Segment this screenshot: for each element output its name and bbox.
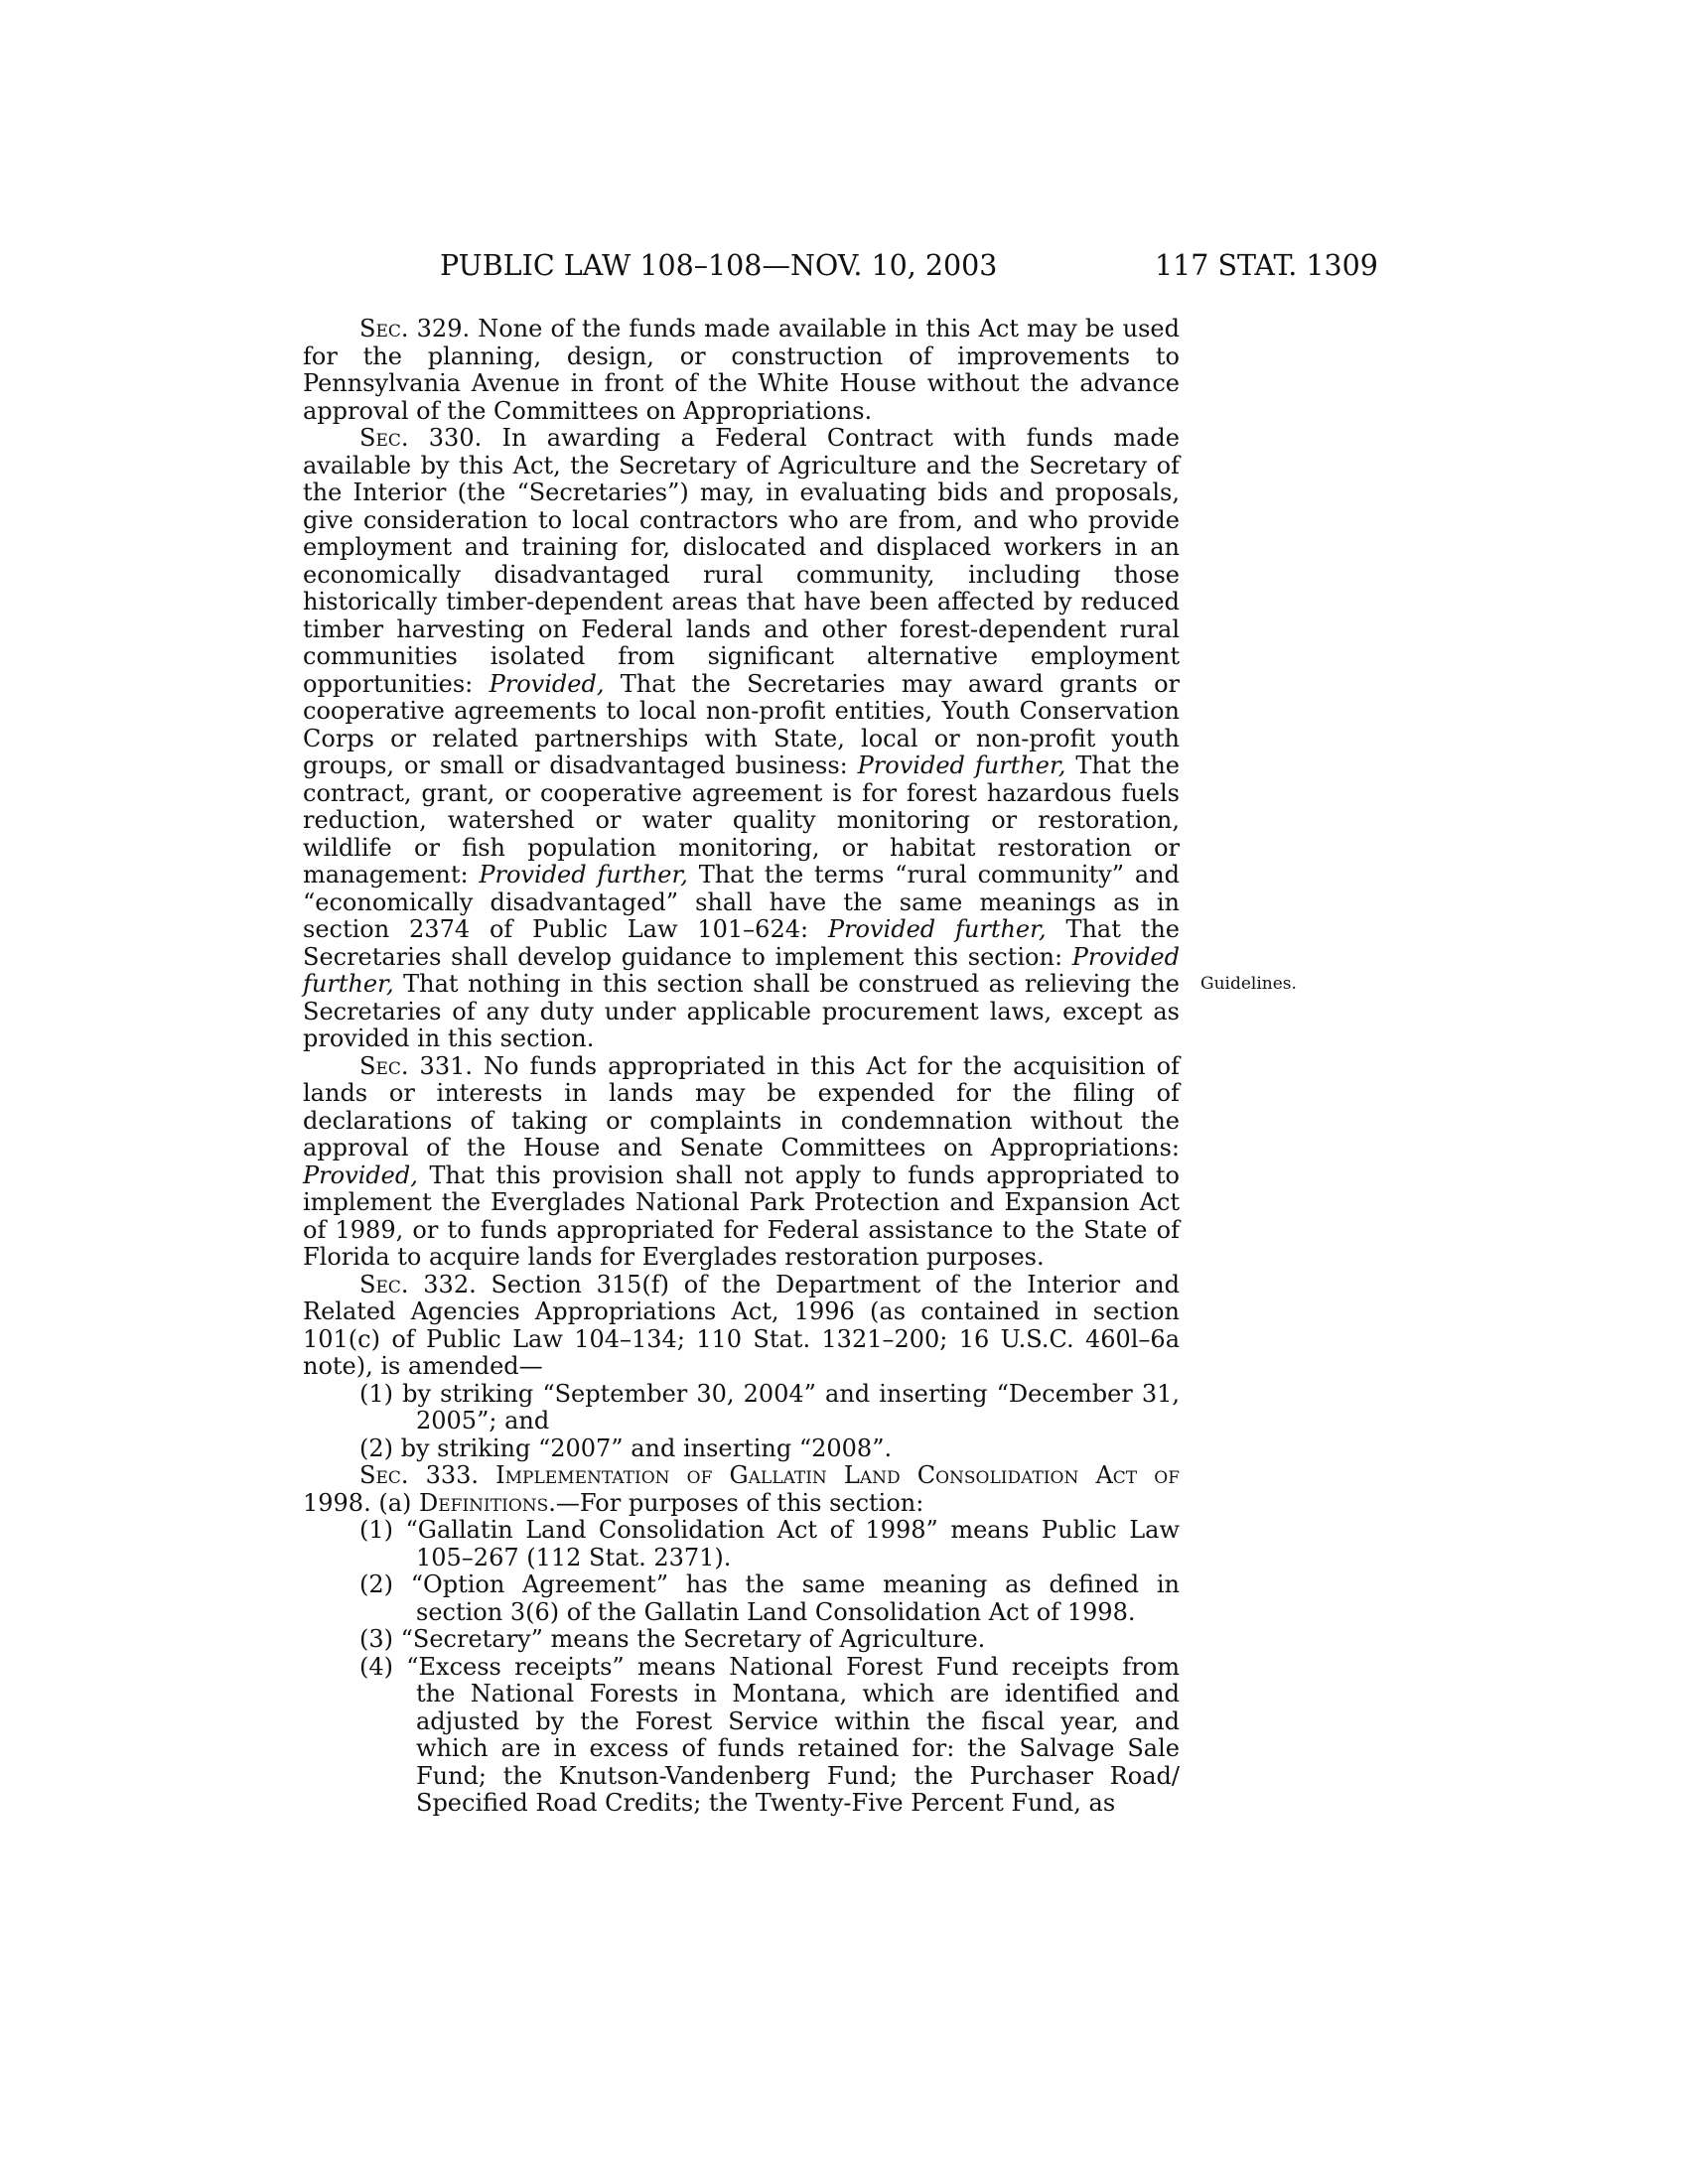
section-332: Sec. 332. Section 315(f) of the Department of the Interior and Related Agencies Appropriations Act, 1996 (as contained in section 101(c) of Public Law 104–134; 110 Stat. 1321–200; 16 U.S.C. 460l–6a note), is amended— bbox=[303, 1270, 1180, 1380]
sec-label: Sec. bbox=[359, 1051, 409, 1080]
list-item: (4) “Excess receipts” means National Forest Fund receipts from the National Forests in Montana, which are identified and adjusted by the Forest Service within the fiscal year, and which are in excess of funds retained for: the Salvage Sale Fund; the Knutson-Vandenberg Fund; the Purchaser Road/ Specified Road Credits; the Twenty-Five Percent Fund, as bbox=[359, 1652, 1180, 1817]
list-item: (2) “Option Agreement” has the same meaning as defined in section 3(6) of the Gallatin Land Consolidation Act of 1998. bbox=[359, 1570, 1180, 1626]
section-330: Sec. 330. In awarding a Federal Contract with funds made available by this Act, the Secretary of Agriculture and the Secretary of the Interior (the “Secretaries”) may, in evaluating bids and proposals, give consideration to local contractors who are from, and who provide employment and training for, dislocated and displaced workers in an economically disadvantaged rural community, including those historically timber-dependent areas that have been affected by reduced timber harvesting on Federal lands and other forest-dependent rural communities isolated from significant alternative employment opportunities: Provided, That the Secretaries may award grants or cooperative agreements to local non-profit entities, Youth Conservation Corps or related partnerships with State, local or non-profit youth groups, or small or disadvantaged business: Provided further, That the contract, grant, or cooperative agreement is for forest hazardous fuels reduction, watershed or water quality monitoring or restoration, wildlife or fish population monitoring, or habitat restoration or management: Provided further, That the terms “rural community” and “economically disadvantaged” shall have the same meanings as in section 2374 of Public Law 101–624: Provided further, That the Secretaries shall develop guidance to implement this section: Provided further, That nothing in this section shall be construed as relieving the Secretaries of any duty under applicable procurement laws, except as provided in this section. bbox=[303, 424, 1181, 1052]
section-331: Sec. 331. No funds appropriated in this Act for the acquisition of lands or interests in lands may be expended for the filing of declarations of taking or complaints in condemnation without the approval of the House and Senate Committees on Appropriations: Provided, That this provision shall not apply to funds appropriated to implement the Everglades National Park Protection and Expansion Act of 1989, or to funds appropriated for Federal assistance to the State of Florida to acquire lands for Everglades restoration purposes. bbox=[303, 1051, 1180, 1271]
list-item: (1) by striking “September 30, 2004” and inserting “December 31, 2005”; and bbox=[359, 1379, 1180, 1434]
list-item: (1) “Gallatin Land Consolidation Act of 1998” means Public Law 105–267 (112 Stat. 2371). bbox=[359, 1516, 1180, 1571]
sec-label: Sec. bbox=[359, 315, 409, 342]
section-329: Sec. 329. None of the funds made available in this Act may be used for the planning, design, or construction of improvements to Pennsylvania Avenue in front of the White House without the advance approval of the Committees on Appropriations. bbox=[303, 315, 1180, 425]
section-333: Sec. 333. Implementation of Gallatin Land Consolidation Act of 1998. (a) Definitions.—For purposes of this section: bbox=[303, 1461, 1180, 1517]
sec-label: Sec. bbox=[359, 1461, 409, 1489]
list-item: (3) “Secretary” means the Secretary of Agriculture. bbox=[359, 1625, 986, 1653]
margin-note-guidelines: Guidelines. bbox=[1200, 974, 1297, 994]
sec-label: Sec. bbox=[359, 1270, 409, 1298]
header-title: PUBLIC LAW 108–108—NOV. 10, 2003 bbox=[440, 249, 998, 282]
page-body bbox=[303, 316, 1180, 1818]
subsection-heading: Definitions. bbox=[419, 1488, 556, 1517]
sec-label: Sec. bbox=[359, 424, 409, 452]
header-stat-citation: 117 STAT. 1309 bbox=[1155, 249, 1378, 282]
page-header bbox=[0, 246, 1688, 286]
section-heading: Implementation of Gallatin Land Consolidation Act of 1998. bbox=[303, 1461, 1180, 1517]
list-item: (2) by striking “2007” and inserting “2008”. bbox=[359, 1433, 893, 1462]
